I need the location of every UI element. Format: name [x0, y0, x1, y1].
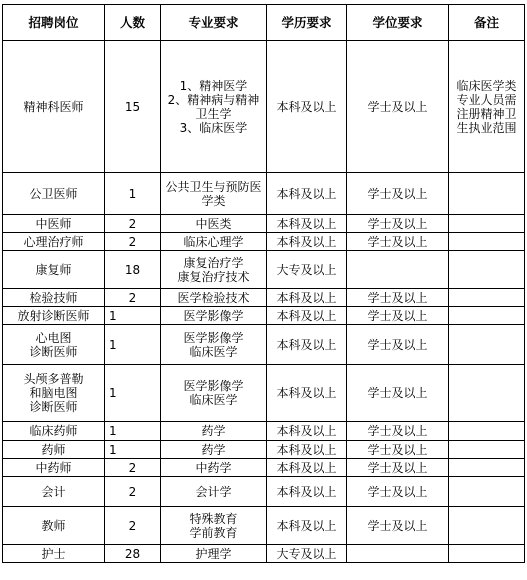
cell-degree — [347, 545, 449, 563]
cell-major: 中药学 — [161, 459, 267, 477]
cell-education: 本科及以上 — [267, 289, 347, 307]
cell-count: 1 — [105, 441, 161, 459]
cell-degree: 学士及以上 — [347, 507, 449, 545]
cell-count: 2 — [105, 459, 161, 477]
table-row — [3, 422, 525, 441]
cell-major: 临床心理学 — [161, 233, 267, 251]
table-row — [3, 307, 525, 325]
cell-position: 公卫医师 — [3, 173, 105, 215]
cell-count: 2 — [105, 477, 161, 507]
header-degree: 学位要求 — [347, 5, 449, 41]
cell-count: 1 — [105, 307, 161, 325]
cell-position: 护士 — [3, 545, 105, 563]
cell-degree: 学士及以上 — [347, 441, 449, 459]
cell-notes — [449, 325, 525, 365]
cell-count: 2 — [105, 289, 161, 307]
cell-education: 本科及以上 — [267, 459, 347, 477]
header-major: 专业要求 — [161, 5, 267, 41]
table-row — [3, 41, 525, 173]
cell-degree: 学士及以上 — [347, 477, 449, 507]
cell-degree: 学士及以上 — [347, 325, 449, 365]
cell-notes — [449, 477, 525, 507]
cell-degree: 学士及以上 — [347, 41, 449, 173]
cell-notes — [449, 215, 525, 233]
cell-count: 1 — [105, 365, 161, 422]
cell-education: 本科及以上 — [267, 173, 347, 215]
header-position: 招聘岗位 — [3, 5, 105, 41]
cell-count: 15 — [105, 41, 161, 173]
cell-notes — [449, 441, 525, 459]
cell-count: 1 — [105, 325, 161, 365]
cell-major: 药学 — [161, 422, 267, 441]
table-row — [3, 289, 525, 307]
cell-major: 康复治疗学 康复治疗技术 — [161, 251, 267, 289]
cell-count: 28 — [105, 545, 161, 563]
cell-education: 本科及以上 — [267, 307, 347, 325]
cell-major: 特殊教育 学前教育 — [161, 507, 267, 545]
cell-major: 会计学 — [161, 477, 267, 507]
cell-position: 头颅多普勒 和脑电图 诊断医师 — [3, 365, 105, 422]
cell-position: 精神科医师 — [3, 41, 105, 173]
cell-position: 心电图 诊断医师 — [3, 325, 105, 365]
cell-position: 中医师 — [3, 215, 105, 233]
cell-major: 1、精神医学 2、精神病与精神卫生学 3、临床医学 — [161, 41, 267, 173]
cell-major: 中医类 — [161, 215, 267, 233]
table-row — [3, 173, 525, 215]
cell-degree: 学士及以上 — [347, 233, 449, 251]
cell-major: 医学影像学 临床医学 — [161, 325, 267, 365]
header-education: 学历要求 — [267, 5, 347, 41]
cell-major: 医学影像学 临床医学 — [161, 365, 267, 422]
cell-degree: 学士及以上 — [347, 459, 449, 477]
table-row — [3, 215, 525, 233]
cell-notes — [449, 251, 525, 289]
cell-count: 2 — [105, 233, 161, 251]
cell-count: 18 — [105, 251, 161, 289]
header-count: 人数 — [105, 5, 161, 41]
cell-major: 护理学 — [161, 545, 267, 563]
cell-position: 放射诊断医师 — [3, 307, 105, 325]
header-notes: 备注 — [449, 5, 525, 41]
cell-education: 大专及以上 — [267, 251, 347, 289]
cell-count: 2 — [105, 507, 161, 545]
cell-position: 临床药师 — [3, 422, 105, 441]
cell-notes — [449, 173, 525, 215]
table-row — [3, 545, 525, 563]
cell-position: 教师 — [3, 507, 105, 545]
cell-notes: 临床医学类专业人员需注册精神卫生执业范围 — [449, 41, 525, 173]
cell-notes — [449, 307, 525, 325]
cell-education: 本科及以上 — [267, 325, 347, 365]
cell-education: 本科及以上 — [267, 365, 347, 422]
cell-education: 本科及以上 — [267, 422, 347, 441]
cell-position: 心理治疗师 — [3, 233, 105, 251]
cell-education: 本科及以上 — [267, 477, 347, 507]
cell-position: 药师 — [3, 441, 105, 459]
cell-position: 检验技师 — [3, 289, 105, 307]
cell-education: 本科及以上 — [267, 441, 347, 459]
cell-degree: 学士及以上 — [347, 365, 449, 422]
cell-notes — [449, 289, 525, 307]
table-row — [3, 251, 525, 289]
cell-education: 本科及以上 — [267, 233, 347, 251]
cell-degree: 学士及以上 — [347, 422, 449, 441]
cell-major: 医学检验技术 — [161, 289, 267, 307]
cell-degree: 学士及以上 — [347, 289, 449, 307]
cell-degree: 学士及以上 — [347, 215, 449, 233]
cell-notes — [449, 422, 525, 441]
cell-education: 本科及以上 — [267, 215, 347, 233]
cell-major: 公共卫生与预防医学类 — [161, 173, 267, 215]
cell-count: 1 — [105, 422, 161, 441]
table-row — [3, 365, 525, 422]
table-row — [3, 233, 525, 251]
cell-education: 本科及以上 — [267, 507, 347, 545]
cell-notes — [449, 507, 525, 545]
cell-notes — [449, 365, 525, 422]
cell-position: 会计 — [3, 477, 105, 507]
cell-notes — [449, 545, 525, 563]
cell-major: 医学影像学 — [161, 307, 267, 325]
cell-major: 药学 — [161, 441, 267, 459]
cell-education: 大专及以上 — [267, 545, 347, 563]
header-row — [3, 5, 525, 41]
table-row — [3, 325, 525, 365]
cell-notes — [449, 233, 525, 251]
cell-count: 2 — [105, 215, 161, 233]
cell-education: 本科及以上 — [267, 41, 347, 173]
table-row — [3, 507, 525, 545]
cell-notes — [449, 459, 525, 477]
cell-position: 康复师 — [3, 251, 105, 289]
cell-degree: 学士及以上 — [347, 173, 449, 215]
cell-count: 1 — [105, 173, 161, 215]
recruitment-table — [2, 4, 525, 563]
table-row — [3, 441, 525, 459]
table-row — [3, 477, 525, 507]
table-row — [3, 459, 525, 477]
cell-degree — [347, 251, 449, 289]
cell-degree: 学士及以上 — [347, 307, 449, 325]
cell-position: 中药师 — [3, 459, 105, 477]
